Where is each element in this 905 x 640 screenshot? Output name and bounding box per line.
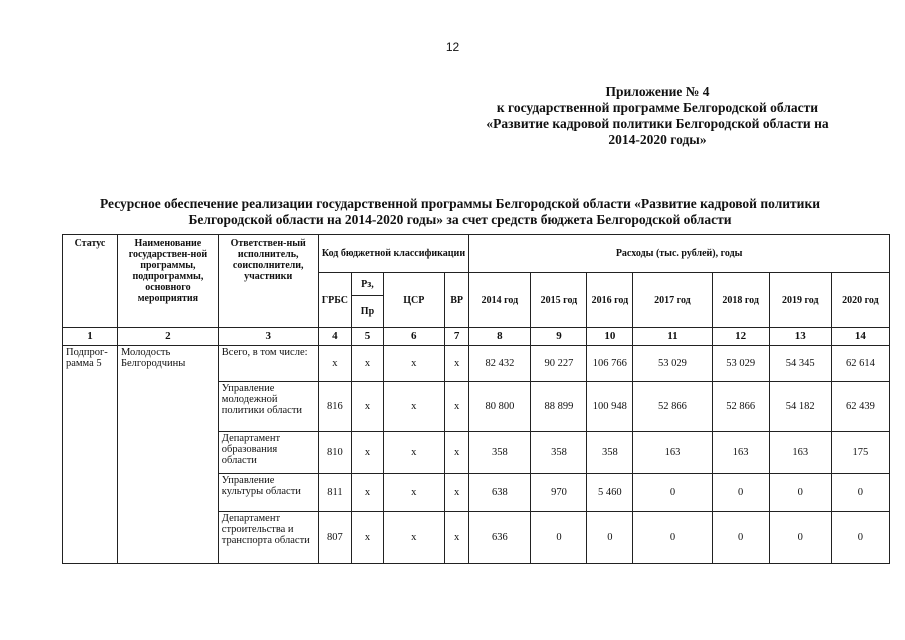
header-program-name: Наименование государствен-ной программы, подпрограммы, основного мероприятия — [117, 235, 218, 328]
grbs-cell: 811 — [318, 474, 352, 512]
page-number: 12 — [445, 40, 460, 54]
table-body — [63, 346, 890, 564]
column-number: 14 — [831, 328, 889, 346]
value-2019: 0 — [769, 512, 831, 564]
rz-pr-cell: x — [352, 432, 384, 474]
header-year-2016: 2016 год — [587, 273, 633, 328]
value-2020: 175 — [831, 432, 889, 474]
vr-cell: x — [444, 432, 468, 474]
column-number: 12 — [712, 328, 769, 346]
value-2014: 358 — [469, 432, 531, 474]
table-header — [63, 235, 890, 346]
vr-cell: x — [444, 346, 468, 382]
header-year-2019: 2019 год — [769, 273, 831, 328]
value-2016: 5 460 — [587, 474, 633, 512]
responsible-cell: Управление культуры области — [218, 474, 318, 512]
header-budget-code: Код бюджетной классификации — [318, 235, 469, 273]
value-2019: 54 345 — [769, 346, 831, 382]
value-2018: 163 — [712, 432, 769, 474]
value-2020: 62 614 — [831, 346, 889, 382]
value-2018: 53 029 — [712, 346, 769, 382]
value-2018: 0 — [712, 474, 769, 512]
value-2014: 636 — [469, 512, 531, 564]
column-number: 11 — [633, 328, 712, 346]
value-2017: 0 — [633, 474, 712, 512]
rz-pr-cell: x — [352, 474, 384, 512]
column-number: 2 — [117, 328, 218, 346]
value-2019: 0 — [769, 474, 831, 512]
value-2015: 0 — [531, 512, 587, 564]
value-2016: 358 — [587, 432, 633, 474]
vr-cell: x — [444, 474, 468, 512]
header-year-2018: 2018 год — [712, 273, 769, 328]
csr-cell: x — [383, 382, 444, 432]
document-title — [70, 196, 850, 228]
header-year-2020: 2020 год — [831, 273, 889, 328]
vr-cell: x — [444, 512, 468, 564]
appendix-line: 2014-2020 годы» — [608, 132, 707, 147]
program-name-cell: Молодость Белгородчины — [117, 346, 218, 564]
column-number: 7 — [444, 328, 468, 346]
appendix-header — [470, 84, 845, 148]
responsible-cell: Всего, в том числе: — [218, 346, 318, 382]
value-2016: 100 948 — [587, 382, 633, 432]
value-2017: 53 029 — [633, 346, 712, 382]
column-number: 9 — [531, 328, 587, 346]
header-rz: Рз, — [352, 273, 384, 296]
column-number: 6 — [383, 328, 444, 346]
value-2015: 90 227 — [531, 346, 587, 382]
table-row — [63, 346, 890, 382]
value-2015: 88 899 — [531, 382, 587, 432]
value-2018: 52 866 — [712, 382, 769, 432]
value-2020: 0 — [831, 512, 889, 564]
header-status: Статус — [63, 235, 118, 328]
value-2016: 0 — [587, 512, 633, 564]
title-line: Белгородской области на 2014-2020 годы» за счет средств бюджета Белгородской области — [188, 212, 732, 227]
header-vr: ВР — [444, 273, 468, 328]
grbs-cell: 807 — [318, 512, 352, 564]
appendix-line: «Развитие кадровой политики Белгородской области на — [486, 116, 829, 131]
value-2014: 82 432 — [469, 346, 531, 382]
value-2017: 163 — [633, 432, 712, 474]
header-pr: Пр — [352, 296, 384, 328]
rz-pr-cell: x — [352, 512, 384, 564]
value-2020: 0 — [831, 474, 889, 512]
grbs-cell: x — [318, 346, 352, 382]
value-2015: 970 — [531, 474, 587, 512]
appendix-line: Приложение № 4 — [605, 84, 710, 99]
resource-table — [62, 234, 890, 564]
csr-cell: x — [383, 512, 444, 564]
value-2015: 358 — [531, 432, 587, 474]
grbs-cell: 816 — [318, 382, 352, 432]
header-year-2015: 2015 год — [531, 273, 587, 328]
rz-pr-cell: x — [352, 346, 384, 382]
column-number: 13 — [769, 328, 831, 346]
header-responsible: Ответствен-ный исполнитель, соисполнители, участники — [218, 235, 318, 328]
header-year-2014: 2014 год — [469, 273, 531, 328]
header-csr: ЦСР — [383, 273, 444, 328]
header-grbs: ГРБС — [318, 273, 352, 328]
value-2014: 638 — [469, 474, 531, 512]
header-year-2017: 2017 год — [633, 273, 712, 328]
rz-pr-cell: x — [352, 382, 384, 432]
csr-cell: x — [383, 346, 444, 382]
column-number: 3 — [218, 328, 318, 346]
title-line: Ресурсное обеспечение реализации государственной программы Белгородской области «Развитие кадровой политики — [99, 196, 821, 211]
value-2017: 0 — [633, 512, 712, 564]
value-2020: 62 439 — [831, 382, 889, 432]
value-2016: 106 766 — [587, 346, 633, 382]
column-number: 1 — [63, 328, 118, 346]
csr-cell: x — [383, 474, 444, 512]
value-2019: 54 182 — [769, 382, 831, 432]
column-number: 4 — [318, 328, 352, 346]
vr-cell: x — [444, 382, 468, 432]
appendix-line: к государственной программе Белгородской области — [496, 100, 819, 115]
header-expenses: Расходы (тыс. рублей), годы — [469, 235, 890, 273]
column-number: 5 — [352, 328, 384, 346]
value-2019: 163 — [769, 432, 831, 474]
csr-cell: x — [383, 432, 444, 474]
value-2018: 0 — [712, 512, 769, 564]
grbs-cell: 810 — [318, 432, 352, 474]
responsible-cell: Департамент образования области — [218, 432, 318, 474]
responsible-cell: Управление молодежной политики области — [218, 382, 318, 432]
column-number: 8 — [469, 328, 531, 346]
responsible-cell: Департамент строительства и транспорта области — [218, 512, 318, 564]
value-2014: 80 800 — [469, 382, 531, 432]
column-number: 10 — [587, 328, 633, 346]
status-cell: Подпрог-рамма 5 — [63, 346, 118, 564]
value-2017: 52 866 — [633, 382, 712, 432]
